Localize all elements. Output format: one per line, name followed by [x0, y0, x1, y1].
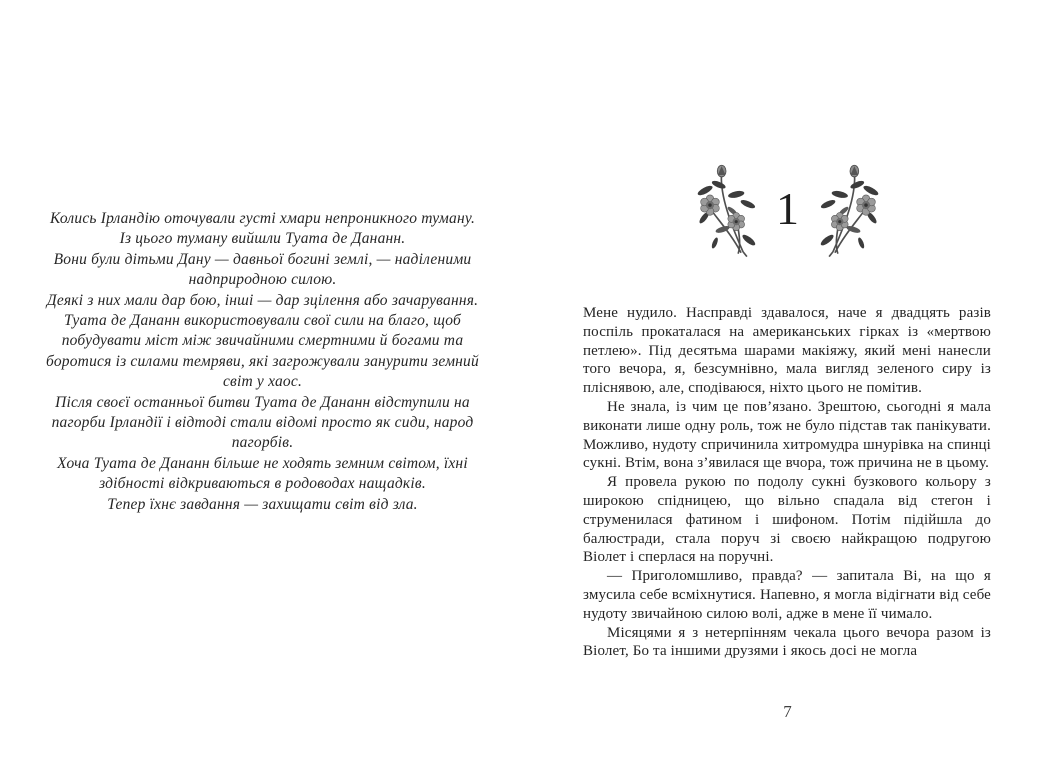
- chapter-body: [583, 304, 991, 661]
- chapter-number: 1: [776, 183, 799, 234]
- body-paragraph: Я провела рукою по подолу сукні бузкового кольору з широкою спідницею, що вільно спадала від стегон і струменилася фатином і шифоном. Потім підійшла до балюстради, стала поруч зі своєю найкращою подругою Віолет і сперлася на поручні.: [583, 474, 991, 566]
- epigraph-line: Тепер їхнє завдання — захищати світ від зла.: [107, 495, 418, 513]
- body-paragraph: Не знала, із чим це пов’язано. Зрештою, сьогодні я мала виконати лише одну роль, тож не було підстав так панікувати. Можливо, нудоту спричинила хитромудра шнурівка на спинці сукні. Втім, вона з’явилася ще вчора, тож причина не в цьому.: [583, 398, 991, 472]
- floral-sprig-right-icon: [815, 160, 883, 258]
- epigraph: [35, 209, 491, 515]
- epigraph-line: Після своєї останньої битви Туата де Дананн відступили на пагорби Ірландії і відтоді стали відомі просто як сиди, народ пагорбів.: [51, 393, 474, 452]
- right-page: [525, 0, 1050, 760]
- body-paragraph: Місяцями я з нетерпінням чекала цього вечора разом із Віолет, Бо та іншими друзями і якось досі не могла: [583, 624, 991, 660]
- body-paragraph: — Приголомшливо, правда? — запитала Ві, на що я змусила себе всміхнутися. Напевно, я могла відігнати від себе нудоту звичайною силою волі, адже в мене її чимало.: [583, 568, 991, 622]
- floral-sprig-left-icon: [692, 160, 760, 258]
- epigraph-line: Колись Ірландію оточували густі хмари непроникного туману.: [49, 210, 476, 227]
- epigraph-line: Хоча Туата де Дананн більше не ходять земним світом, їхні здібності відкриваються в родоводах нащадків.: [57, 454, 468, 493]
- epigraph-line: Вони були дітьми Дану — давньої богині землі, — наділеними надприродною силою.: [53, 250, 472, 289]
- epigraph-line: Із цього туману вийшли Туата де Дананн.: [119, 230, 406, 248]
- page-number: 7: [783, 702, 792, 721]
- body-paragraph: Мене нудило. Насправді здавалося, наче я двадцять разів поспіль прокаталася на американських гірках із «мертвою петлею». Під десятьма шарами макіяжу, який мені нанесли того вечора, я, безсумнівно, мала вигляд зеленого сиру із пліснявою, але, сподіваюся, ніхто цього не помітив.: [583, 305, 991, 397]
- epigraph-line: Деякі з них мали дар бою, інші — дар зцілення або зачарування. Туата де Дананн використовували свої сили на благо, щоб побудувати міст між звичайними смертними й богами та боротися із силами темряви, які загрожували занурити земний світ у хаос.: [46, 291, 479, 391]
- chapter-header: [692, 160, 883, 258]
